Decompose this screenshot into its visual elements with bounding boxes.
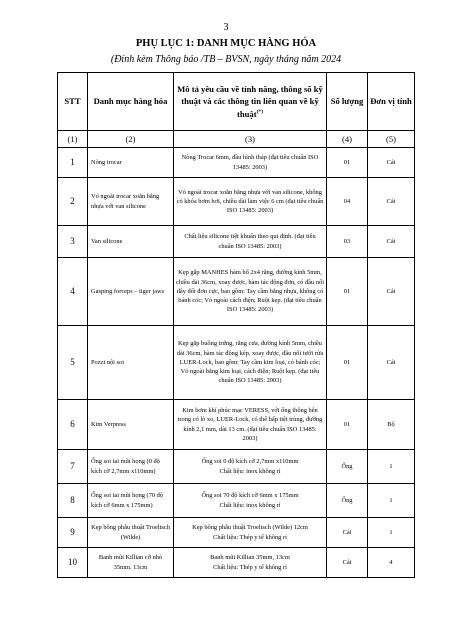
row-desc-material: Chất liệu: inox không rỉ xyxy=(219,501,281,509)
row-name: Ống soi tai mũi họng (0 độ kích cỡ 2,7mm x110mm) xyxy=(88,450,174,484)
row-stt: 1 xyxy=(58,148,88,178)
row-desc: Nòng Trocar 6mm, đầu hình tháp (đạt tiêu chuẩn ISO 13485: 2003) xyxy=(174,148,327,178)
row-qty: Cái xyxy=(327,548,368,578)
header-desc-text: Mô tả yêu cầu về tính năng, thông số kỹ thuật và các thông tin liên quan về kỹ thuật xyxy=(177,83,323,119)
row-desc-material: Chất liệu: Thép y tế không rỉ xyxy=(213,563,287,571)
row-unit: Cái xyxy=(368,326,415,400)
row-desc xyxy=(174,450,327,484)
header-desc-note: (*) xyxy=(256,108,263,115)
index-cell: (5) xyxy=(368,131,415,148)
row-name: Ống soi tai mũi họng (70 độ kích cỡ 6mm x 175mm) xyxy=(88,484,174,518)
row-unit: 1 xyxy=(368,518,415,548)
table-row xyxy=(58,484,415,518)
row-desc: Kim bơm khí phúc mạc VERESS, với ống thông bên trong có lò xo, LUER-Lock, có thể hấp tiệt trùng, đường kính 2,1 mm, dài 13 cm. (đạt tiêu chuẩn ISO 13485: 2003) xyxy=(174,400,327,450)
row-stt: 7 xyxy=(58,450,88,484)
document-title: PHỤ LỤC 1: DANH MỤC HÀNG HÓA xyxy=(135,38,317,49)
row-unit: Cái xyxy=(368,148,415,178)
row-desc-line: Kẹp bông phẫu thuật Troeltsch (Wilde) 12cm xyxy=(192,524,308,532)
row-qty: Ống xyxy=(327,484,368,518)
row-stt: 4 xyxy=(58,258,88,326)
row-desc: Vỏ ngoài trocar xoắn bằng nhựa với van silicone, không có khóa bơm hơi, chiều dài làm việc 6 cm (đạt tiêu chuẩn ISO 13485: 2003) xyxy=(174,178,327,226)
row-name: Pozzi nội soi xyxy=(88,326,174,400)
row-desc xyxy=(174,548,327,578)
row-unit: Cái xyxy=(368,258,415,326)
row-qty: Ống xyxy=(327,450,368,484)
row-unit: Cái xyxy=(368,226,415,258)
row-qty: 03 xyxy=(327,226,368,258)
row-name: Nòng trocar xyxy=(88,148,174,178)
page-number: 3 xyxy=(223,22,229,33)
table-header-row xyxy=(58,73,415,131)
table-row xyxy=(58,178,415,226)
row-stt: 3 xyxy=(58,226,88,258)
row-qty: 01 xyxy=(327,326,368,400)
header-qty: Số lượng xyxy=(327,73,368,131)
table-row xyxy=(58,400,415,450)
row-stt: 2 xyxy=(58,178,88,226)
table-row xyxy=(58,226,415,258)
row-name: Kim Verpress xyxy=(88,400,174,450)
row-desc-line: Banh mũi Killian 35mm, 13cm xyxy=(210,554,290,562)
row-qty: Cái xyxy=(327,518,368,548)
header-unit: Đơn vị tính xyxy=(368,73,415,131)
goods-table xyxy=(57,72,415,578)
index-cell: (2) xyxy=(88,131,174,148)
row-desc: Chất liệu silicone tiệt khuẩn theo qui định. (đạt tiêu chuẩn ISO 13485: 2003) xyxy=(174,226,327,258)
row-qty: 01 xyxy=(327,400,368,450)
index-cell: (1) xyxy=(58,131,88,148)
row-desc-line: Ống soi 70 độ kích cỡ 6mm x 175mm xyxy=(201,492,299,500)
row-stt: 10 xyxy=(58,548,88,578)
row-desc: Kẹp gắp buồng trứng, răng cưa, đường kính 5mm, chiều dài 36cm, hàm tác động kép, xoay được, đầu nối tưới rửa LUER-Lock, bao gồm: Tay cầm kim loại, có bánh cóc; Vỏ ngoài bằng kim loại, cách điện; Ruột kẹp. (đạt tiêu chuẩn ISO 13485: 2003) xyxy=(174,326,327,400)
table-row xyxy=(58,548,415,578)
row-qty: 04 xyxy=(327,178,368,226)
row-unit: Bộ xyxy=(368,400,415,450)
row-desc-line: Ống soi 0 độ kích cỡ 2,7mm x110mm xyxy=(201,458,299,466)
row-unit: 1 xyxy=(368,450,415,484)
row-desc-material: Chất liệu: inox không rỉ xyxy=(219,467,281,475)
row-stt: 9 xyxy=(58,518,88,548)
row-unit: 4 xyxy=(368,548,415,578)
header-desc xyxy=(174,73,327,131)
row-unit: Cái xyxy=(368,178,415,226)
row-desc xyxy=(174,518,327,548)
row-unit: 1 xyxy=(368,484,415,518)
table-row xyxy=(58,450,415,484)
row-desc-material: Chất liệu: Thép y tế không rỉ xyxy=(213,533,287,541)
row-stt: 5 xyxy=(58,326,88,400)
header-name: Danh mục hàng hóa xyxy=(88,73,174,131)
row-desc xyxy=(174,484,327,518)
row-stt: 6 xyxy=(58,400,88,450)
row-qty: 01 xyxy=(327,258,368,326)
row-stt: 8 xyxy=(58,484,88,518)
index-cell: (4) xyxy=(327,131,368,148)
row-desc: Kẹp gắp MANHES hàm hố 2x4 răng, đường kính 5mm, chiều dài 36cm, xoay được, hàm tác động đơn, có đầu nối dây đốt đơn cực, bao gồm: Tay cầm bằng nhựa, không có bánh cóc; Vỏ ngoài cách điện; Ruột kẹp. (đạt tiêu chuẩn ISO 13485: 2003) xyxy=(174,258,327,326)
document-subtitle: (Đính kèm Thông báo /TB – BVSN, ngày tháng năm 2024 xyxy=(110,54,342,65)
table-row xyxy=(58,258,415,326)
row-name: Kẹp bông phẫu thuật Troeltsch (Wilde) xyxy=(88,518,174,548)
row-qty: 01 xyxy=(327,148,368,178)
table-row xyxy=(58,518,415,548)
row-name: Van silicone xyxy=(88,226,174,258)
index-cell: (3) xyxy=(174,131,327,148)
table-row xyxy=(58,148,415,178)
row-name: Banh mũi Killian cỡ nhỏ 35mm. 13cm xyxy=(88,548,174,578)
index-row xyxy=(58,131,415,148)
row-name: Gasping forceps – tiger jaws xyxy=(88,258,174,326)
table-row xyxy=(58,326,415,400)
row-name: Vỏ ngoài trocar xoắn bằng nhựa với van silicone xyxy=(88,178,174,226)
header-stt: STT xyxy=(58,73,88,131)
